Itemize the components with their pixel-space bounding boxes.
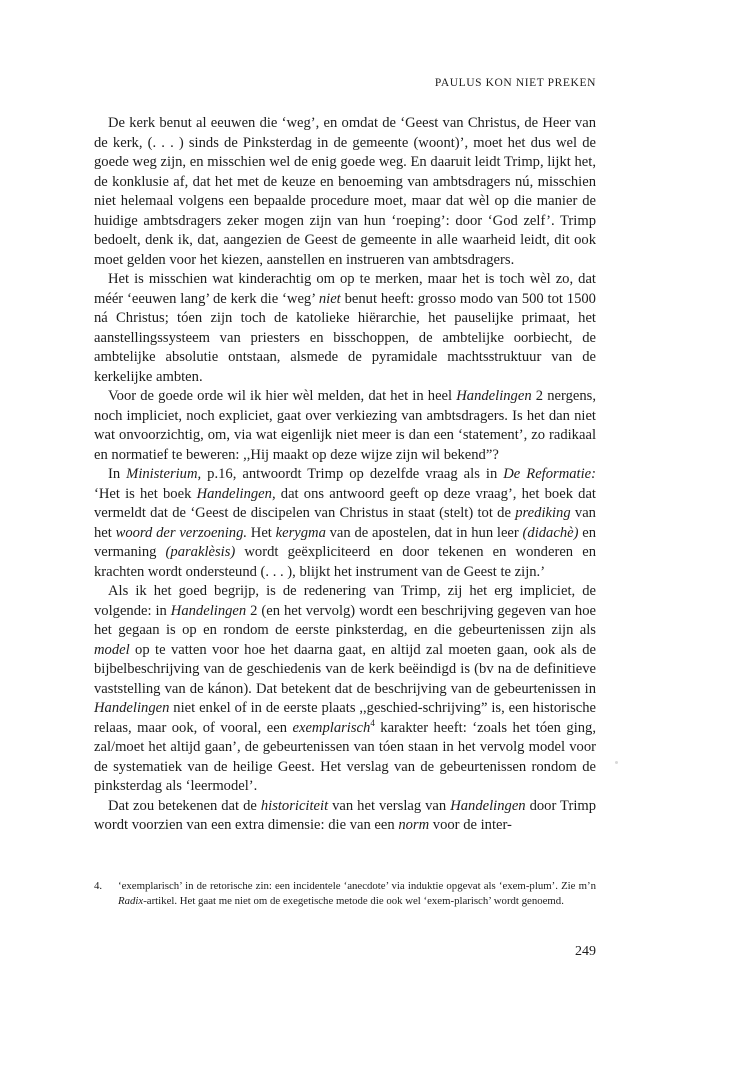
italic-text: Handelingen — [450, 797, 526, 814]
page-number: 249 — [575, 944, 596, 959]
text-run: benut heeft: grosso modo van 500 tot 1500 ná Christus; tóen zijn toch de katolieke hiërarchie, het pauselijke primaat, het aanstellingssysteem van priesters en bisschoppen, de ambtelijke oorbiecht, de ambtelijke absolutie ontstaan, alsmede de pyramidale machtsstruktuur van de kerkelijke ambten. — [94, 290, 596, 385]
text-run: ‘exemplarisch’ in de retorische zin: een incidentele ‘anecdote’ via induktie opgevat als ‘exem-plum’. Zie m’n — [118, 880, 596, 893]
italic-text: Handelingen — [170, 602, 247, 619]
italic-text: exemplarisch — [292, 719, 371, 736]
italic-text: Radix — [118, 895, 144, 908]
italic-text: kerygma — [275, 524, 326, 541]
text-run: van de apostelen, dat in hun leer — [325, 524, 523, 541]
italic-text: Handelingen — [94, 700, 170, 716]
body-text — [94, 114, 596, 836]
paragraph — [94, 114, 596, 270]
italic-text: historiciteit — [260, 797, 329, 814]
text-run: en vermaning — [94, 524, 596, 560]
italic-text: (paraklèsis) — [165, 544, 236, 560]
italic-text: Handelingen — [456, 388, 532, 404]
text-run: karakter heeft: ‘zoals het tóen ging, zal/moet het altijd gaan’, de gebeurtenissen van tóen staan in het vervolg model voor de systematiek van de heilige Geest. Het verslag van de gebeurtenissen rondom de pinksterdag als ‘leermodel’. — [94, 719, 596, 794]
italic-text: model — [94, 641, 130, 658]
italic-text: norm — [398, 817, 430, 833]
text-run: Het is misschien wat kinderachtig om op te merken, maar het is toch wèl zo, dat méér ‘eeuwen lang’ de kerk die ‘weg’ — [94, 271, 596, 307]
italic-text: Ministerium, — [126, 466, 202, 482]
text-run: ‘Het is het boek — [94, 485, 197, 502]
italic-text: prediking — [515, 505, 571, 521]
text-run: van het verslag van — [328, 797, 451, 814]
paragraph — [94, 797, 596, 836]
text-run: Voor de goede orde wil ik hier wèl melden, dat het in heel — [108, 388, 457, 404]
paragraph — [94, 465, 596, 582]
text-run: Als ik het goed begrijp, is de redenering van Trimp, zij het erg impliciet, de volgende: in — [94, 583, 596, 619]
paragraph — [94, 582, 596, 797]
italic-text: De Reformatie: — [503, 466, 596, 482]
text-run: 2 (en het vervolg) wordt een beschrijving gegeven van hoe het gegaan is op en rondom de eerste pinksterdag, en die gebeurtenissen zijn als — [94, 602, 597, 638]
text-run: wordt geëxpliciteerd en door tekenen en wonderen en krachten wordt ondersteund (. . . ), blijkt het instrument van de Geest te zijn.’ — [94, 544, 596, 580]
text-run: dat ons antwoord geeft op deze vraag’, het boek dat vermeldt dat de ‘Geest de discipelen van Christus in staat (stelt) tot de — [94, 485, 596, 521]
scan-speck — [615, 761, 618, 764]
text-run: voor de inter- — [429, 817, 512, 833]
text-run: 2 nergens, noch impliciet, noch expliciet, gaat over verkiezing van ambtsdragers. Is het dan niet wat onvoorzichtig, om, via wat eigenlijk niet meer is dan een ‘statement’, zo radikaal en normatief te beweren: ,,Hij maakt op deze wijze zijn wil bekend”? — [94, 388, 596, 463]
footnote-ref: 4 — [370, 717, 375, 728]
text-run: niet enkel of in de eerste plaats ,,geschied-schrijving” is, een historische relaas, maar ook, of vooral, een — [94, 700, 596, 736]
text-run: Het — [247, 524, 276, 541]
paragraph — [94, 270, 596, 387]
footnote-text — [118, 879, 596, 909]
text-run: p.16, antwoordt Trimp op dezelfde vraag als in — [201, 466, 504, 482]
text-run: De kerk benut al eeuwen die ‘weg’, en omdat de ‘Geest van Christus, de Heer van de kerk, (. . . ) sinds de Pinksterdag in de gemeente (woont)’, moet het dus wel de goede weg zijn, en misschien wel de enig goede weg. En daaruit leidt Trimp, lijkt het, de konklusie af, dat het met de keuze en benoeming van ambtsdragers nú, misschien niet helemaal volgens een bepaalde procedure moet, maar dat wèl op die manier de huidige ambtsdragers zeker mogen zijn van hun ‘roeping’: door ‘God zelf’. Trimp bedoelt, denk ik, dat, aangezien de Geest de gemeente in alle waarheid leidt, dit ook moet gelden voor het kiezen, aanstellen en instrueren van ambtsdragers. — [94, 115, 596, 268]
italic-text: woord der verzoening. — [115, 524, 248, 541]
running-head: PAULUS KON NIET PREKEN — [434, 77, 596, 89]
paragraph — [94, 387, 596, 465]
italic-text: Handelingen, — [196, 485, 276, 502]
text-run: Dat zou betekenen dat de — [108, 797, 261, 814]
text-run: van het — [94, 505, 596, 541]
text-run: op te vatten voor hoe het daarna gaat, en altijd zal moeten gaan, ook als de bijbelbeschrijving van de geschiedenis van de kerk beëindigd is (bv na de definitieve vaststelling van de kánon). Dat betekent dat de beschrijving van de gebeurtenissen in — [94, 641, 596, 697]
footnote — [94, 879, 596, 909]
italic-text: niet — [318, 290, 341, 307]
text-run: In — [108, 466, 127, 482]
text-run: -artikel. Het gaat me niet om de exegetische metode die ook wel ‘exem-plarisch’ wordt genoemd. — [143, 895, 564, 908]
footnote-number: 4. — [94, 880, 103, 892]
text-run: door Trimp wordt voorzien van een extra dimensie: die van een — [94, 797, 597, 833]
italic-text: (didachè) — [522, 524, 579, 541]
